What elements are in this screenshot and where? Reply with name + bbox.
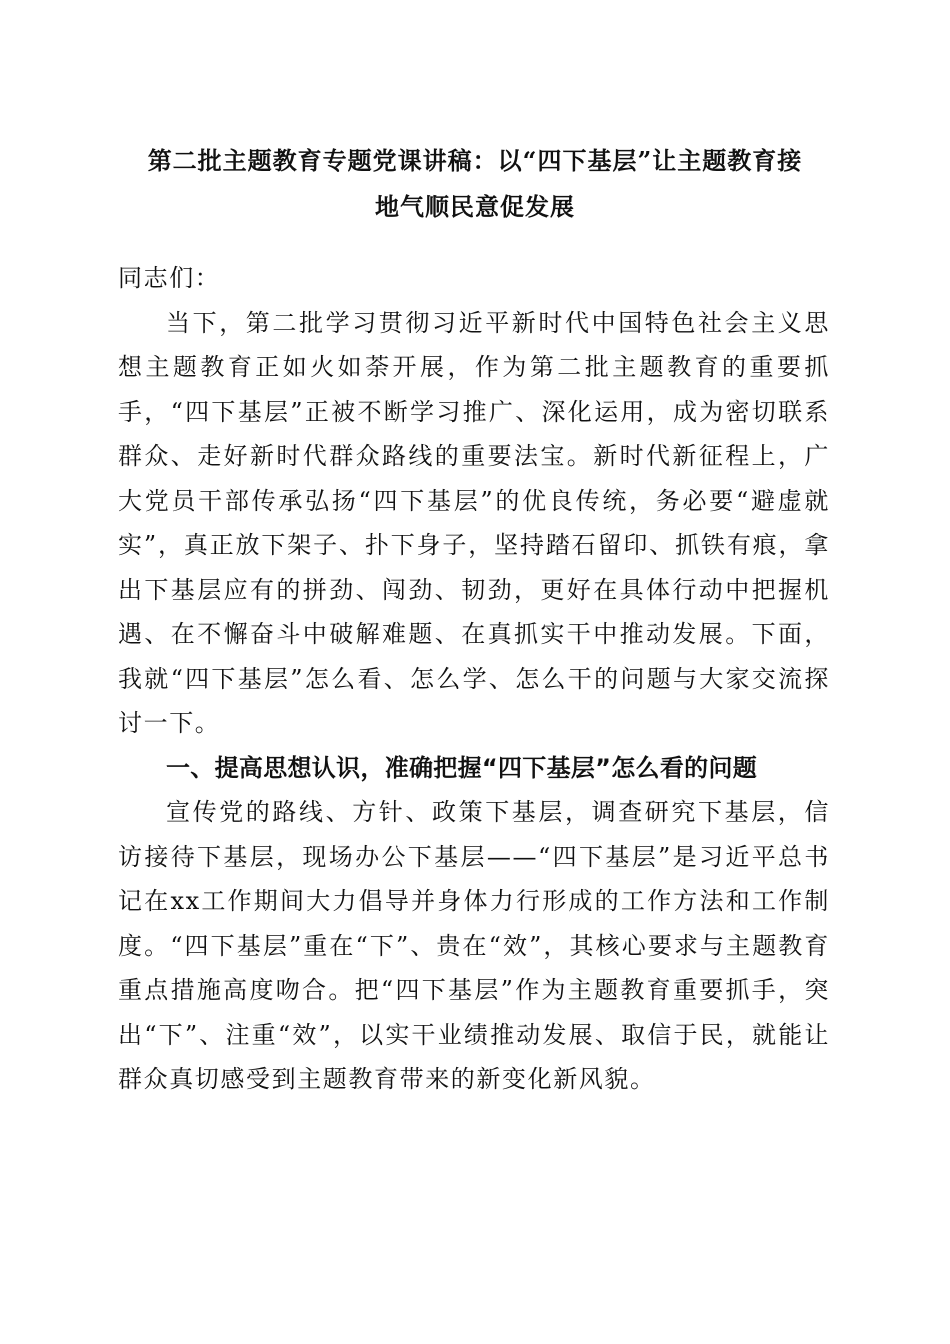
paragraph-intro: 当下，第二批学习贯彻习近平新时代中国特色社会主义思想主题教育正如火如荼开展，作为第二批主题教育的重要抓手，“四下基层”正被不断学习推广、深化运用，成为密切联系群众、走好新时代群众路线的重要法宝。新时代新征程上，广大党员干部传承弘扬“四下基层”的优良传统，务必要“避虚就实”，真正放下架子、扑下身子，坚持踏石留印、抓铁有痕，拿出下基层应有的拼劲、闯劲、韧劲，更好在具体行动中把握机遇、在不懈奋斗中破解难题、在真抓实干中推动发展。下面，我就“四下基层”怎么看、怎么学、怎么干的问题与大家交流探讨一下。 [118,308,830,737]
section-heading-1: 一、提高思想认识，准确把握“四下基层”怎么看的问题 [166,753,758,782]
title-line-2: 地气顺民意促发展 [375,192,575,221]
document-body [118,256,830,1102]
title-line-1: 第二批主题教育专题党课讲稿：以“四下基层”让主题教育接 [147,146,803,175]
salutation: 同志们： [118,264,221,292]
paragraph-section-1: 宣传党的路线、方针、政策下基层，调查研究下基层，信访接待下基层，现场办公下基层——“四下基层”是习近平总书记在xx工作期间大力倡导并身体力行形成的工作方法和工作制度。“四下基层”重在“下”、贵在“效”，其核心要求与主题教育重点措施高度吻合。把“四下基层”作为主题教育重要抓手，突出“下”、注重“效”，以实干业绩推动发展、取信于民，就能让群众真切感受到主题教育带来的新变化新风貌。 [118,798,830,1093]
document-title [120,138,830,230]
